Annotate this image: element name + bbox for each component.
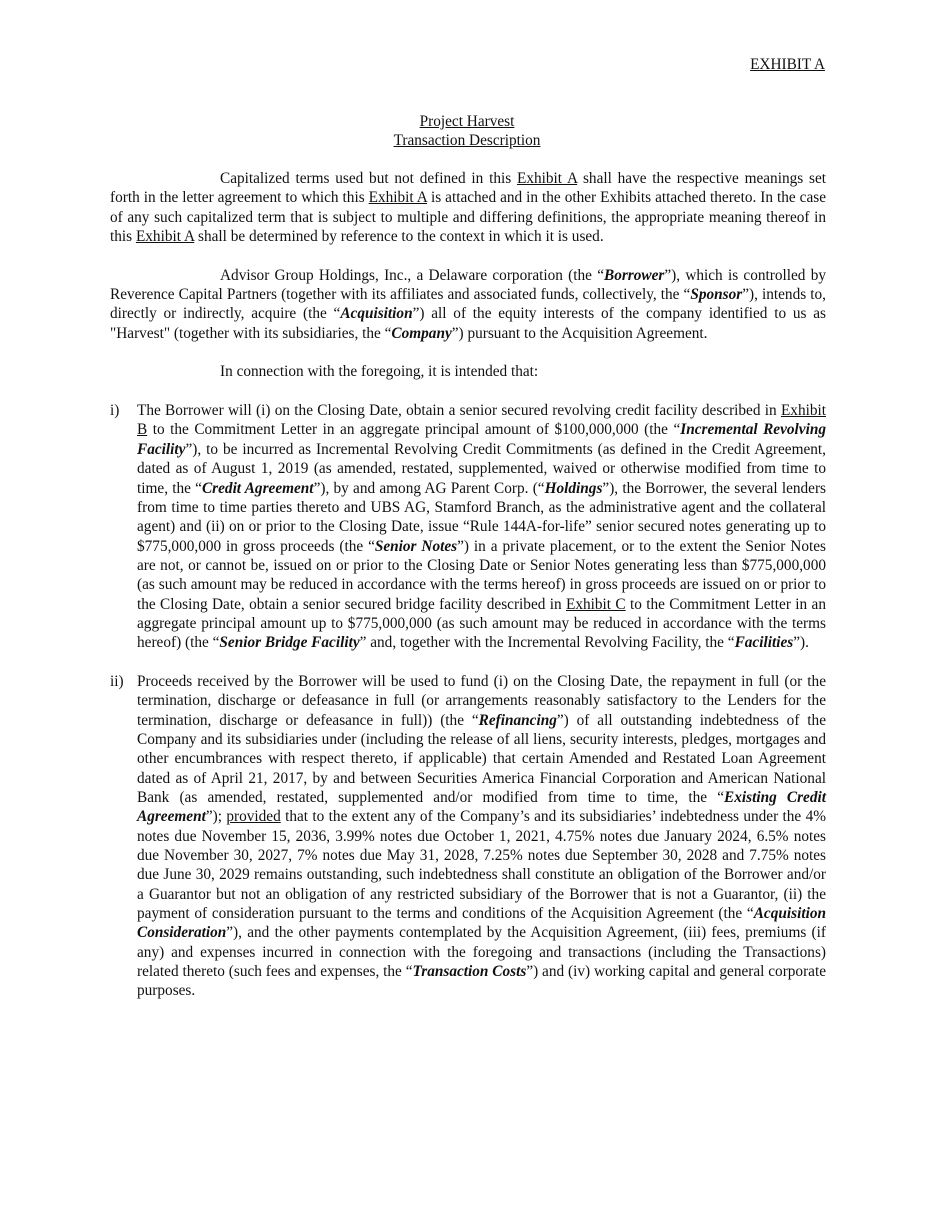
text-run: that to the extent any of the Company’s and its subsidiaries’ indebtedness under the 4% notes due November 15, 2036, 3.99% notes due October 1, 2021, 4.75% notes due January 2024, 6.5% notes due November 30, 2027, 7% notes due May 31, 2028, 7.25% notes due September 30, 2028 and 7.75% notes due June 30, 2029 remains outstanding, such indebtedness shall constitute an obligation of the Borrower and/or a Guarantor but not an obligation of any restricted subsidiary of the Borrower that is not a Guarantor, (ii) the payment of consideration pursuant to the terms and conditions of the Acquisition Agreement (the “ [137,808,826,923]
exhibit-reference: Exhibit A [368,189,428,207]
text-run: ”), and the other payments contemplated by the Acquisition Agreement, (iii) fees, premiums (if any) and expenses incurred in connection with the foregoing and transactions (including the Transactions) related thereto (such fees and expenses, the “ [137,924,826,981]
paragraph-intro: In connection with the foregoing, it is intended that: [220,363,539,381]
text-run: ”), by and among AG Parent Corp. (“ [313,479,545,497]
list-item-facilities [110,401,826,652]
text-run: ”), to be incurred as Incremental Revolving Credit Commitments (as defined in the Credit Agreement, dated as of August 1, 2019 (as amended, restated, supplemented, waived or otherwise modified from time to time, the “ [137,440,826,497]
title-subtitle: Transaction Description [393,132,541,150]
exhibit-label: EXHIBIT A [750,56,825,73]
exhibit-reference: Exhibit B [137,402,826,439]
text-run: Proceeds received by the Borrower will be used to fund (i) on the Closing Date, the repayment in full (or the termination, discharge or defeasance in full (or arrangements reasonably satisfactory to the Lenders for the termination, discharge or defeasance in full)) (the “ [137,672,826,729]
text-run: ”); [205,808,227,826]
text-run: ”), the Borrower, the several lenders from time to time parties thereto and UBS AG, Stamford Branch, as the administrative agent and the collateral agent) and (ii) on or prior to the Closing Date, issue “Rule 144A-for-life” senior secured notes generating up to $775,000,000 in gross proceeds (the “ [137,479,826,555]
text-run: ”) all of the equity interests of the company identified to us as "Harvest" (together with its subsidiaries, the “ [110,305,826,342]
text-run: ”). [793,634,809,652]
defined-term: Senior Notes [374,537,458,555]
text-run: ”) pursuant to the Acquisition Agreement. [451,324,708,342]
exhibit-reference: Exhibit C [566,595,626,613]
title-project-name: Project Harvest [419,113,515,130]
defined-term: Existing Credit Agreement [137,789,826,826]
document-body [110,169,826,1001]
defined-term: Company [391,324,452,342]
defined-term: Senior Bridge Facility [219,634,360,652]
text-run: is attached and in the other Exhibits attached thereto. In the case of any such capitalized term that is subject to multiple and differing definitions, the appropriate meaning thereof in this [110,189,826,246]
text-run: Advisor Group Holdings, Inc., a Delaware corporation (the “ [220,266,604,284]
exhibit-reference: Exhibit A [516,170,578,187]
document-title [0,112,934,151]
text-run: ” and, together with the Incremental Revolving Facility, the “ [359,634,735,652]
text-run: shall have the respective meanings set forth in the letter agreement to which this [110,170,826,207]
list-marker: i) [110,402,120,420]
text-run: ”), which is controlled by Reverence Capital Partners (together with its affiliates and associated funds, collectively, the “ [110,266,826,304]
defined-term: Holdings [544,479,603,497]
defined-term: Transaction Costs [412,963,527,981]
text-run: ”) and (iv) working capital and general corporate purposes. [137,963,827,1000]
text-run: Capitalized terms used but not defined in this [220,170,517,187]
defined-term: Acquisition [340,305,413,323]
defined-term: Sponsor [690,286,743,304]
text-run: ”), intends to, directly or indirectly, acquire (the “ [110,286,826,323]
defined-term: Incremental Revolving Facility [137,421,826,458]
list-item-use-of-proceeds [110,672,826,1001]
paragraph-parties [110,266,826,343]
text-run: to the Commitment Letter in an aggregate principal amount up to $775,000,000 (as such amount may be reduced in accordance with the terms hereof) (the “ [137,595,826,652]
text-run: ”) in a private placement, or to the extent the Senior Notes are not, or cannot be, issued on or prior to the Closing Date or Senior Notes generating less than $775,000,000 (as such amount may be reduced in accordance with the terms hereof) in gross proceeds are issued on or prior to the Closing Date, obtain a senior secured bridge facility described in [137,537,826,613]
exhibit-reference: Exhibit A [135,228,195,246]
defined-term: Facilities [734,634,794,652]
defined-term: Refinancing [478,711,557,729]
proviso-term: provided [226,808,281,826]
defined-term: Credit Agreement [201,479,314,497]
paragraph-definitions [110,169,826,246]
defined-term: Borrower [604,266,665,284]
text-run: The Borrower will (i) on the Closing Date, obtain a senior secured revolving credit facility described in [137,402,781,420]
text-run: ”) of all outstanding indebtedness of the Company and its subsidiaries under (including the release of all liens, security interests, pledges, mortgages and other encumbrances with respect thereto, if applicable) that certain Amended and Restated Loan Agreement dated as of April 21, 2017, by and between Securities America Financial Corporation and American National Bank (as amended, restated, supplemented and/or modified from time to time, the “ [137,711,826,806]
text-run: to the Commitment Letter in an aggregate principal amount of $100,000,000 (the “ [147,421,681,439]
list-marker: ii) [110,672,124,690]
text-run: shall be determined by reference to the context in which it is used. [194,228,604,246]
defined-term: Acquisition Consideration [137,905,826,942]
